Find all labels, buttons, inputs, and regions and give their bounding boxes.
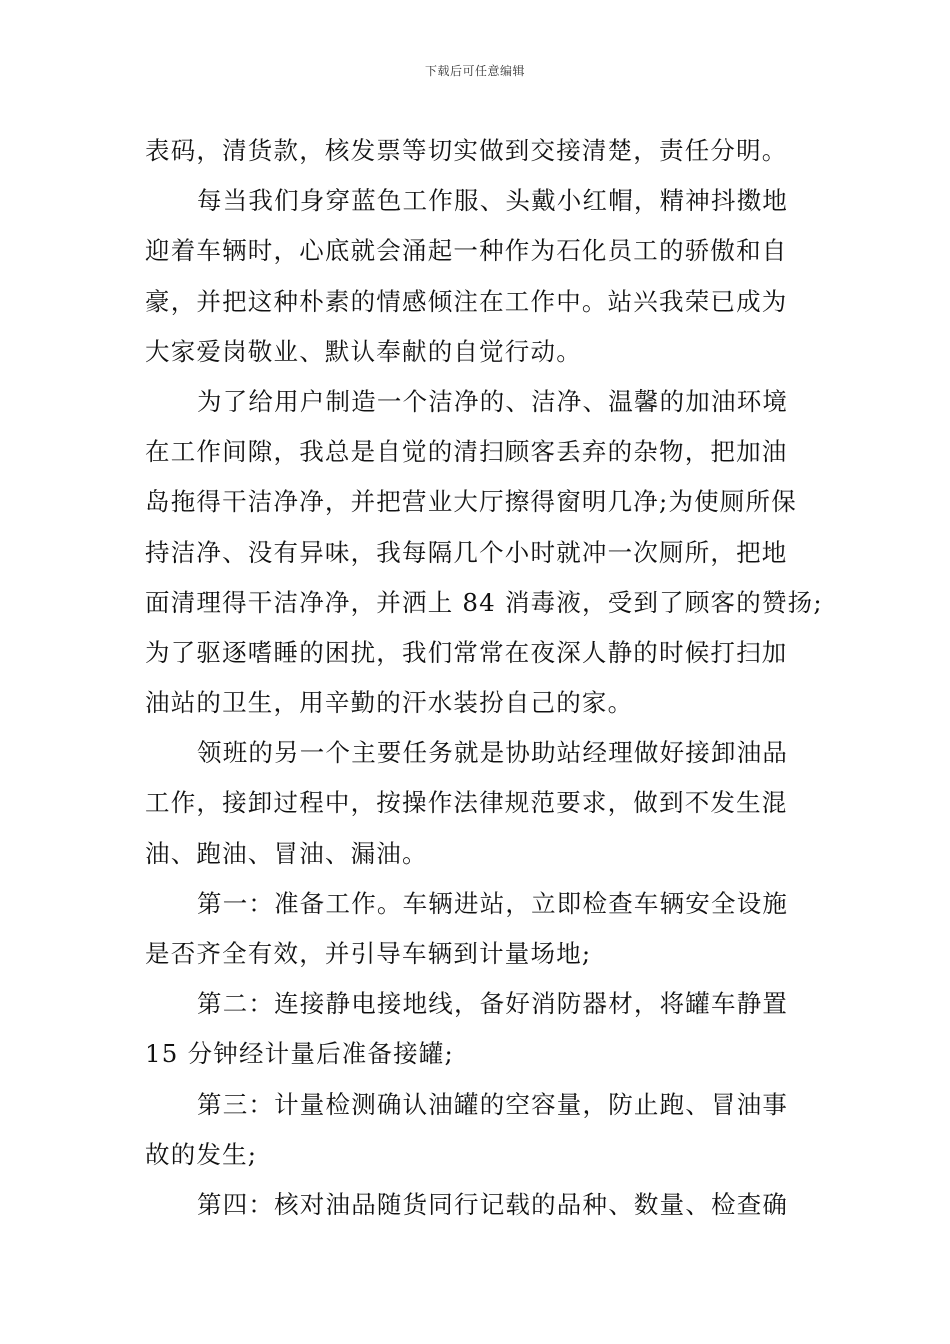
text-line: 豪，并把这种朴素的情感倾注在工作中。站兴我荣已成为 — [145, 286, 788, 316]
text-line: 面清理得干洁净净，并洒上 84 消毒液，受到了顾客的赞扬; — [145, 587, 823, 617]
text-line: 第一：准备工作。车辆进站，立即检查车辆安全设施 — [197, 888, 789, 918]
text-line: 领班的另一个主要任务就是协助站经理做好接卸油品 — [197, 738, 789, 768]
text-line: 大家爱岗敬业、默认奉献的自觉行动。 — [145, 336, 582, 366]
text-line: 岛拖得干洁净净，并把营业大厅擦得窗明几净;为使厕所保 — [145, 487, 797, 517]
text-line: 为了驱逐嗜睡的困扰，我们常常在夜深人静的时候打扫加 — [145, 637, 788, 667]
text-line: 持洁净、没有异味，我每隔几个小时就冲一次厕所，把地 — [145, 537, 788, 567]
text-line: 15 分钟经计量后准备接罐; — [145, 1039, 455, 1069]
text-line: 工作，接卸过程中，按操作法律规范要求，做到不发生混 — [145, 788, 788, 818]
page-header: 下载后可任意编辑 — [424, 64, 525, 78]
text-line: 油站的卫生，用辛勤的汗水装扮自己的家。 — [145, 688, 634, 718]
text-line: 油、跑油、冒油、漏油。 — [145, 838, 428, 868]
text-line: 是否齐全有效，并引导车辆到计量场地; — [145, 939, 592, 968]
text-line: 在工作间隙，我总是自觉的清扫顾客丢弃的杂物，把加油 — [145, 437, 788, 467]
text-line: 表码，清货款，核发票等切实做到交接清楚，责任分明。 — [145, 136, 788, 165]
text-line: 第三：计量检测确认油罐的空容量，防止跑、冒油事 — [197, 1089, 789, 1119]
text-line: 故的发生; — [145, 1139, 258, 1169]
text-line: 第二：连接静电接地线，备好消防器材，将罐车静置 — [197, 989, 789, 1019]
text-line: 每当我们身穿蓝色工作服、头戴小红帽，精神抖擞地 — [197, 186, 789, 216]
text-line: 迎着车辆时，心底就会涌起一种作为石化员工的骄傲和自 — [145, 236, 788, 266]
text-line: 第四：核对油品随货同行记载的品种、数量、检查确 — [197, 1189, 789, 1219]
document-body — [145, 126, 823, 1230]
text-line: 为了给用户制造一个洁净的、洁净、温馨的加油环境 — [197, 386, 789, 416]
